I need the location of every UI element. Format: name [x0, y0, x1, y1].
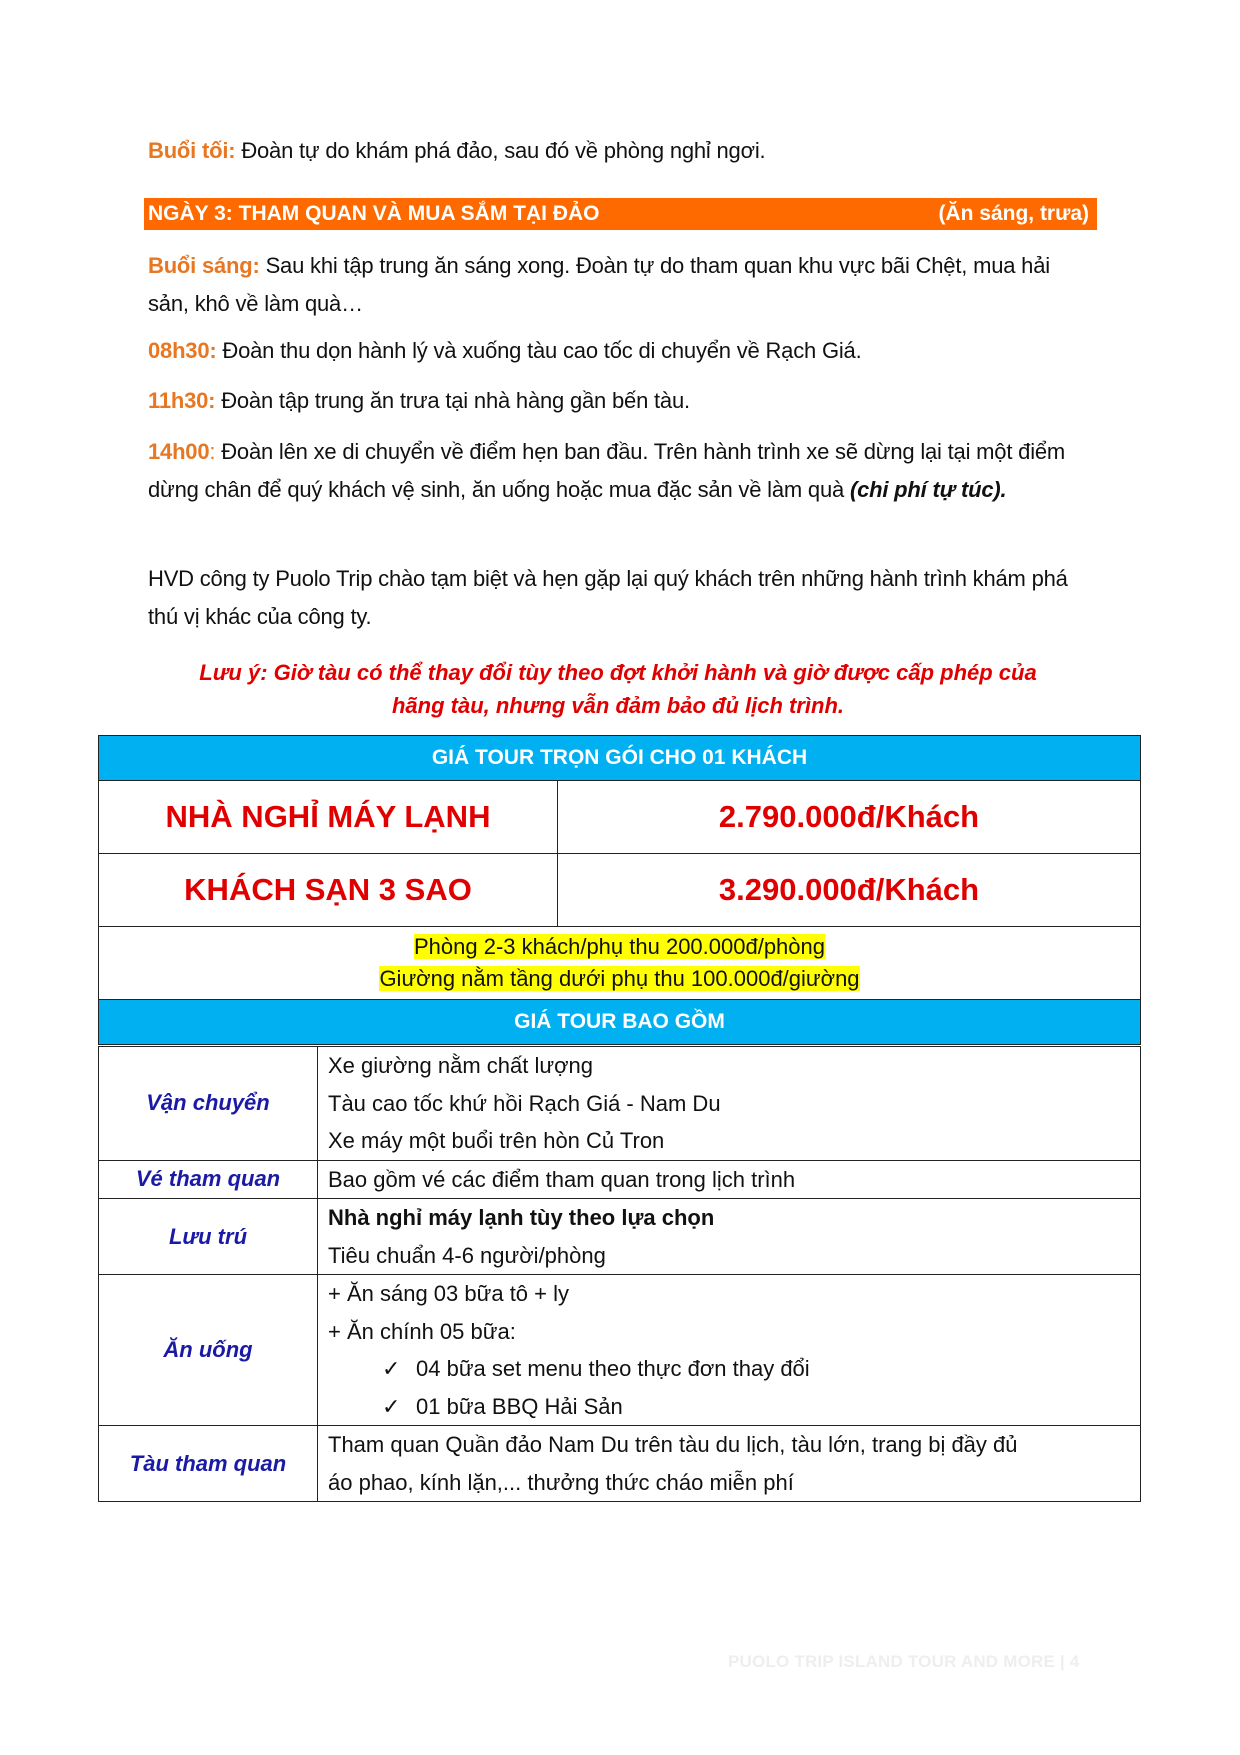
note-line-2: hãng tàu, nhưng vẫn đảm bảo đủ lịch trình. — [391, 693, 845, 718]
category-lodging: Lưu trú — [99, 1199, 318, 1275]
pricing-header-row — [99, 736, 1141, 781]
detail-transport — [318, 1047, 1141, 1161]
t1130-label: 11h30: — [148, 388, 216, 413]
check-icon: ✓ — [382, 1356, 401, 1381]
evening-label: Buổi tối: — [148, 138, 236, 163]
surcharge-cell — [99, 927, 1141, 1000]
option-price: 3.290.000đ/Khách — [558, 854, 1141, 927]
t1400-label: 14h00 — [148, 439, 210, 464]
day3-meals: (Ăn sáng, trưa) — [938, 202, 1089, 225]
check-item — [328, 1388, 1130, 1426]
schedule-note — [148, 656, 1088, 722]
detail-meals — [318, 1275, 1141, 1426]
check-icon: ✓ — [382, 1393, 401, 1419]
include-row-lodging — [99, 1199, 1141, 1275]
detail-line: áo phao, kính lặn,... thưởng thức cháo miễn phí — [328, 1469, 794, 1495]
evening-text: Đoàn tự do khám phá đảo, sau đó về phòng nghỉ ngơi. — [235, 138, 766, 163]
surcharge-bed: Giường nằm tầng dưới phụ thu 100.000đ/giường — [379, 966, 860, 991]
check-item — [328, 1350, 1130, 1388]
note-line-1: Lưu ý: Giờ tàu có thể thay đổi tùy theo đợt khởi hành và giờ được cấp phép của — [199, 660, 1037, 685]
t0830-text: Đoàn thu dọn hành lý và xuống tàu cao tốc di chuyển về Rạch Giá. — [216, 338, 862, 363]
detail-line: Bao gồm vé các điểm tham quan trong lịch trình — [328, 1166, 796, 1192]
t0830-paragraph — [148, 332, 1088, 370]
check-text: 04 bữa set menu theo thực đơn thay đổi — [416, 1356, 810, 1381]
detail-line: + Ăn chính 05 bữa: — [328, 1318, 516, 1344]
t1400-paragraph — [148, 433, 1088, 509]
morning-text: Sau khi tập trung ăn sáng xong. Đoàn tự do tham quan khu vực bãi Chệt, mua hải sản, khô về làm quà… — [148, 253, 1050, 316]
pricing-table — [98, 735, 1141, 1045]
surcharge-room: Phòng 2-3 khách/phụ thu 200.000đ/phòng — [413, 934, 826, 959]
include-row-boat — [99, 1426, 1141, 1502]
include-row-tickets — [99, 1160, 1141, 1199]
detail-line: Xe giường nằm chất lượng — [328, 1053, 593, 1078]
t1130-text: Đoàn tập trung ăn trưa tại nhà hàng gần bến tàu. — [215, 388, 690, 413]
day3-title: NGÀY 3: THAM QUAN VÀ MUA SẮM TẠI ĐẢO — [148, 202, 600, 225]
detail-boat — [318, 1426, 1141, 1502]
detail-line-bold: Nhà nghỉ máy lạnh tùy theo lựa chọn — [328, 1205, 715, 1230]
category-boat: Tàu tham quan — [99, 1426, 318, 1502]
option-name: NHÀ NGHỈ MÁY LẠNH — [99, 781, 558, 854]
t1400-text: Đoàn lên xe di chuyển về điểm hẹn ban đầu. Trên hành trình xe sẽ dừng lại tại một điểm dừng chân để quý khách vệ sinh, ăn uống hoặc mua đặc sản về làm quà — [148, 439, 1066, 502]
t1130-paragraph — [148, 382, 1088, 420]
farewell-paragraph: HVD công ty Puolo Trip chào tạm biệt và hẹn gặp lại quý khách trên những hành trình khám phá thú vị khác của công ty. — [148, 566, 1068, 629]
include-row-meals — [99, 1275, 1141, 1426]
day3-heading-bar — [144, 198, 1097, 230]
morning-paragraph — [148, 247, 1088, 323]
includes-header-row — [99, 1000, 1141, 1045]
option-price: 2.790.000đ/Khách — [558, 781, 1141, 854]
option-name: KHÁCH SẠN 3 SAO — [99, 854, 558, 927]
evening-paragraph — [148, 132, 1088, 170]
category-meals: Ăn uống — [99, 1275, 318, 1426]
price-option-row — [99, 781, 1141, 854]
category-tickets: Vé tham quan — [99, 1160, 318, 1199]
detail-line: Tiêu chuẩn 4-6 người/phòng — [328, 1242, 606, 1268]
includes-header: GIÁ TOUR BAO GỒM — [99, 1000, 1141, 1045]
category-transport: Vận chuyển — [99, 1047, 318, 1161]
detail-tickets — [318, 1160, 1141, 1199]
page-footer: PUOLO TRIP ISLAND TOUR AND MORE | 4 — [728, 1652, 1080, 1671]
detail-line: + Ăn sáng 03 bữa tô + ly — [328, 1281, 570, 1306]
detail-line: Tàu cao tốc khứ hồi Rạch Giá - Nam Du — [328, 1090, 721, 1116]
t1400-colon: : — [209, 439, 216, 464]
includes-table — [98, 1046, 1141, 1502]
include-row-transport — [99, 1047, 1141, 1161]
detail-line: Xe máy một buổi trên hòn Củ Tron — [328, 1128, 665, 1153]
detail-line: Tham quan Quần đảo Nam Du trên tàu du lịch, tàu lớn, trang bị đầy đủ — [328, 1432, 1018, 1457]
surcharge-row — [99, 927, 1141, 1000]
check-text: 01 bữa BBQ Hải Sản — [416, 1393, 623, 1419]
t1400-emphasis: (chi phí tự túc). — [849, 477, 1007, 502]
price-option-row — [99, 854, 1141, 927]
detail-lodging — [318, 1199, 1141, 1275]
t0830-label: 08h30: — [148, 338, 217, 363]
pricing-header: GIÁ TOUR TRỌN GÓI CHO 01 KHÁCH — [99, 736, 1141, 781]
morning-label: Buổi sáng: — [148, 253, 260, 278]
